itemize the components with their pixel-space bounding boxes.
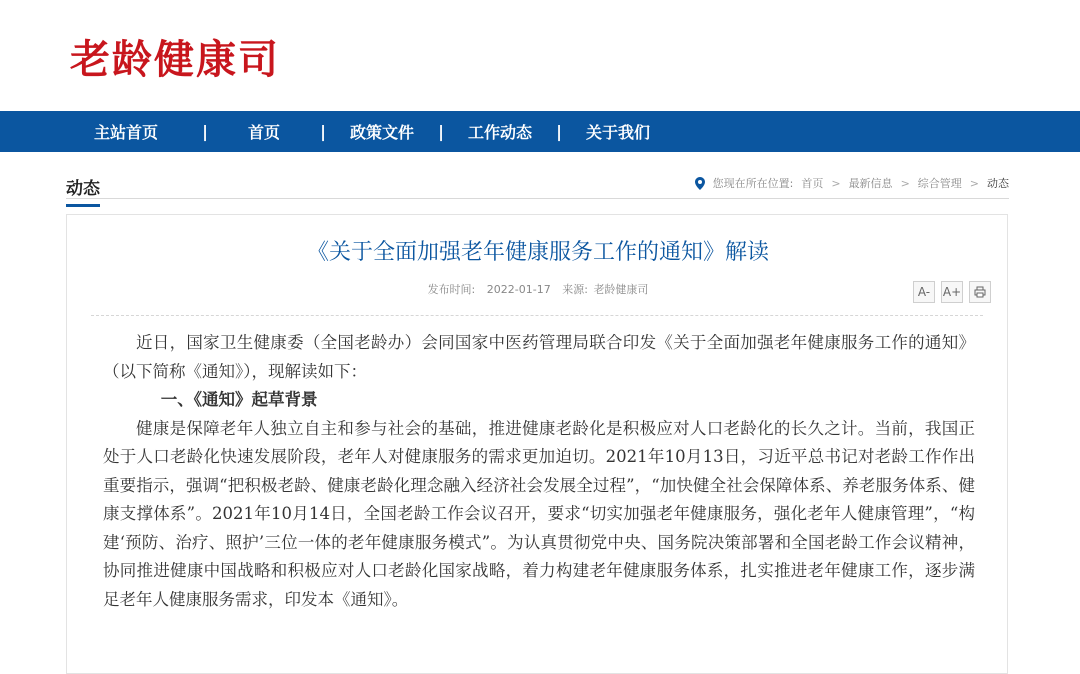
section-header bbox=[66, 166, 1009, 199]
breadcrumb-current[interactable]: 动态 bbox=[987, 177, 1009, 190]
section-title: 动态 bbox=[66, 174, 100, 207]
body-paragraph: 健康是保障老年人独立自主和参与社会的基础，推进健康老龄化是积极应对人口老龄化的长久之计。当前，我国正处于人口老龄化快速发展阶段，老年人对健康服务的需求更加迫切。2021年10月13日，习近平总书记对老龄工作作出重要指示，强调“把积极老龄、健康老龄化理念融入经济社会发展全过程”，“加快健全社会保障体系、养老服务体系、健康支撑体系”。2021年10月14日，全国老龄工作会议召开，要求“切实加强老年健康服务，强化老年人健康管理”，“构建‘预防、治疗、照护’三位一体的老年健康服务模式”。为认真贯彻党中央、国务院决策部署和全国老龄工作会议精神，协同推进健康中国战略和积极应对人口老龄化国家战略，着力构建老年健康服务体系，扎实推进老年健康工作，逐步满足老年人健康服务需求，印发本《通知》。 bbox=[103, 418, 975, 609]
nav-item-policy[interactable]: 政策文件 bbox=[349, 123, 414, 142]
source-label: 来源: bbox=[562, 283, 588, 296]
print-icon bbox=[974, 286, 986, 298]
font-smaller-button[interactable]: A- bbox=[913, 281, 935, 303]
article-meta bbox=[67, 281, 1009, 297]
nav-separator: | bbox=[320, 122, 326, 141]
breadcrumb-home[interactable]: 首页 bbox=[801, 177, 824, 190]
breadcrumb-latest[interactable]: 最新信息 bbox=[848, 177, 893, 190]
article-tools bbox=[913, 281, 991, 303]
intro-paragraph: 近日，国家卫生健康委（全国老龄办）会同国家中医药管理局联合印发《关于全面加强老年健康服务工作的通知》（以下简称《通知》），现解读如下： bbox=[103, 333, 975, 381]
site-logo[interactable]: 老龄健康司 bbox=[70, 36, 280, 83]
source-value: 老龄健康司 bbox=[593, 283, 649, 296]
divider bbox=[91, 315, 983, 316]
print-button[interactable] bbox=[969, 281, 991, 303]
section-heading: 一、《通知》起草背景 bbox=[160, 390, 318, 409]
publish-date: 2022-01-17 bbox=[486, 283, 551, 296]
nav-item-main-home[interactable]: 主站首页 bbox=[93, 123, 158, 142]
article-container bbox=[66, 214, 1008, 674]
breadcrumb-separator: > bbox=[969, 176, 979, 190]
nav-item-news[interactable]: 工作动态 bbox=[467, 123, 532, 142]
breadcrumb-prefix: 您现在所在位置: bbox=[712, 177, 794, 190]
breadcrumb-separator: > bbox=[900, 176, 910, 190]
nav-item-home[interactable]: 首页 bbox=[247, 123, 280, 142]
nav-separator: | bbox=[438, 122, 444, 141]
breadcrumb-general[interactable]: 综合管理 bbox=[917, 177, 962, 190]
nav-separator: | bbox=[202, 122, 208, 141]
breadcrumb-separator: > bbox=[831, 176, 841, 190]
breadcrumb bbox=[695, 175, 1009, 191]
location-pin-icon bbox=[695, 177, 705, 190]
date-label: 发布时间: bbox=[427, 283, 476, 296]
nav-separator: | bbox=[556, 122, 562, 141]
nav-item-about[interactable]: 关于我们 bbox=[585, 123, 650, 142]
font-larger-button[interactable]: A+ bbox=[941, 281, 963, 303]
site-header bbox=[0, 0, 1080, 111]
article-body bbox=[103, 329, 975, 614]
article-title: 《关于全面加强老年健康服务工作的通知》解读 bbox=[306, 240, 769, 265]
main-nav bbox=[0, 111, 1080, 152]
